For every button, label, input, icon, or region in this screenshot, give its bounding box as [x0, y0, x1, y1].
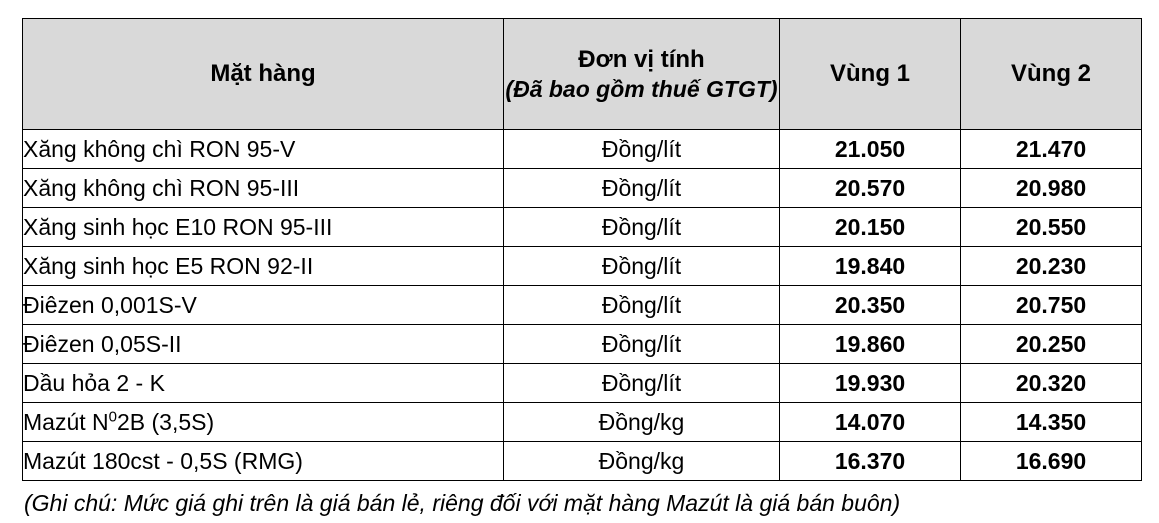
cell-zone2: 20.750: [961, 286, 1142, 325]
table-row: [23, 403, 1142, 442]
cell-zone1: 20.350: [780, 286, 961, 325]
table-row: [23, 325, 1142, 364]
cell-item: Mazút 180cst - 0,5S (RMG): [23, 442, 504, 481]
cell-zone1: 20.570: [780, 169, 961, 208]
table-body: [23, 130, 1142, 481]
table-row: [23, 286, 1142, 325]
table-row: [23, 364, 1142, 403]
column-header-unit: [504, 19, 780, 130]
cell-item: Dầu hỏa 2 - K: [23, 364, 504, 403]
cell-zone1: 14.070: [780, 403, 961, 442]
cell-item: Xăng sinh học E10 RON 95-III: [23, 208, 504, 247]
cell-zone1: 20.150: [780, 208, 961, 247]
cell-unit: Đồng/lít: [504, 208, 780, 247]
cell-unit: Đồng/lít: [504, 130, 780, 169]
cell-zone2: 21.470: [961, 130, 1142, 169]
cell-item-prefix: Mazút N: [23, 408, 109, 435]
table-row: [23, 208, 1142, 247]
cell-item: Điêzen 0,001S-V: [23, 286, 504, 325]
cell-zone1: 16.370: [780, 442, 961, 481]
table-row: [23, 169, 1142, 208]
cell-unit: Đồng/lít: [504, 247, 780, 286]
table-header-row: [23, 19, 1142, 130]
cell-zone2: 20.230: [961, 247, 1142, 286]
cell-unit: Đồng/kg: [504, 442, 780, 481]
cell-zone2: 20.550: [961, 208, 1142, 247]
table-row: [23, 130, 1142, 169]
cell-zone1: 21.050: [780, 130, 961, 169]
cell-item: [23, 403, 504, 442]
cell-zone2: 20.980: [961, 169, 1142, 208]
table-row: [23, 442, 1142, 481]
column-header-unit-line1: Đơn vị tính: [578, 45, 705, 73]
column-header-zone1: Vùng 1: [780, 19, 961, 130]
cell-zone2: 16.690: [961, 442, 1142, 481]
cell-zone2: 20.320: [961, 364, 1142, 403]
cell-item: Xăng sinh học E5 RON 92-II: [23, 247, 504, 286]
cell-zone1: 19.840: [780, 247, 961, 286]
cell-item: Xăng không chì RON 95-III: [23, 169, 504, 208]
column-header-unit-line2: (Đã bao gồm thuế GTGT): [505, 75, 778, 102]
cell-item: Điêzen 0,05S-II: [23, 325, 504, 364]
column-header-item: Mặt hàng: [23, 19, 504, 130]
table-row: [23, 247, 1142, 286]
table-note: (Ghi chú: Mức giá ghi trên là giá bán lẻ, riêng đối với mặt hàng Mazút là giá bán buôn): [24, 490, 901, 516]
cell-unit: Đồng/lít: [504, 325, 780, 364]
fuel-price-table: [22, 18, 1142, 481]
cell-zone2: 20.250: [961, 325, 1142, 364]
cell-zone2: 14.350: [961, 403, 1142, 442]
cell-zone1: 19.930: [780, 364, 961, 403]
table-header: [23, 19, 1142, 130]
cell-unit: Đồng/lít: [504, 364, 780, 403]
cell-item-suffix: 2B (3,5S): [116, 408, 215, 435]
cell-item: Xăng không chì RON 95-V: [23, 130, 504, 169]
cell-unit: Đồng/kg: [504, 403, 780, 442]
cell-zone1: 19.860: [780, 325, 961, 364]
column-header-zone2: Vùng 2: [961, 19, 1142, 130]
cell-item-superscript: 0: [108, 407, 117, 425]
cell-unit: Đồng/lít: [504, 169, 780, 208]
cell-unit: Đồng/lít: [504, 286, 780, 325]
